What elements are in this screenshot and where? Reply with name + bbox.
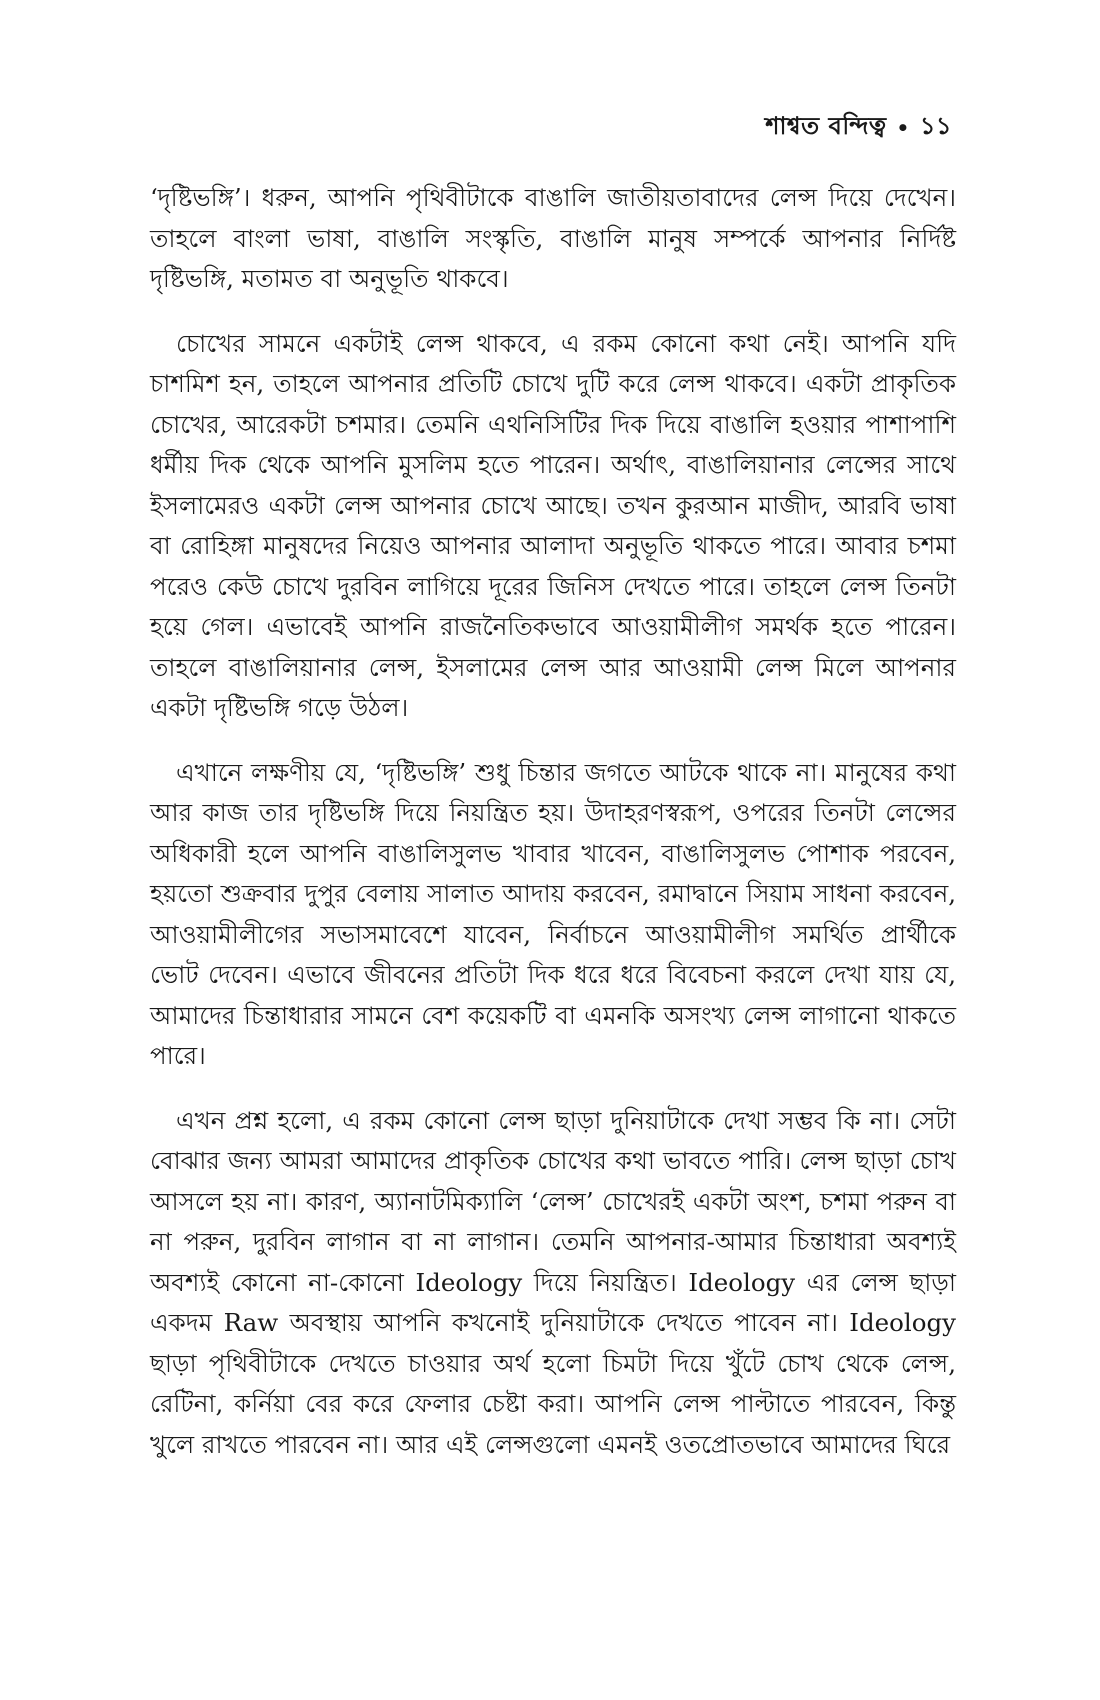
paragraph-3: এখানে লক্ষণীয় যে, ‘দৃষ্টিভঙ্গি’ শুধু চিন্তার জগতে আটকে থাকে না। মানুষের কথা আর কাজ তার দৃষ্টিভঙ্গি দিয়ে নিয়ন্ত্রিত হয়। উদাহরণস্বরূপ, ওপরের তিনটা লেন্সের অধিকারী হলে আপনি বাঙালিসুলভ খাবার খাবেন, বাঙালিসুলভ পোশাক পরবেন, হয়তো শুক্রবার দুপুর বেলায় সালাত আদায় করবেন, রমাদ্বানে সিয়াম সাধনা করবেন, আওয়ামীলীগের সভাসমাবেশে যাবেন, নির্বাচনে আওয়ামীলীগ সমর্থিত প্রার্থীকে ভোট দেবেন। এভাবে জীবনের প্রতিটা দিক ধরে ধরে বিবেচনা করলে দেখা যায় যে, আমাদের চিন্তাধারার সামনে বেশ কয়েকটি বা এমনকি অসংখ্য লেন্স লাগানো থাকতে পারে। [150,757,956,1070]
running-header [765,108,952,148]
header-separator: • [896,115,910,140]
page-number: ১১ [919,111,952,140]
paragraph-1: ‘দৃষ্টিভঙ্গি’। ধরুন, আপনি পৃথিবীটাকে বাঙালি জাতীয়তাবাদের লেন্স দিয়ে দেখেন। তাহলে বাংলা ভাষা, বাঙালি সংস্কৃতি, বাঙালি মানুষ সম্পর্কে আপনার নির্দিষ্ট দৃষ্টিভঙ্গি, মতামত বা অনুভূতি থাকবে। [150,183,956,293]
header-title: শাশ্বত বন্দিত্ব [765,111,887,140]
paragraph-2: চোখের সামনে একটাই লেন্স থাকবে, এ রকম কোনো কথা নেই। আপনি যদি চাশমিশ হন, তাহলে আপনার প্রতিটি চোখে দুটি করে লেন্স থাকবে। একটা প্রাকৃতিক চোখের, আরেকটা চশমার। তেমনি এথনিসিটির দিক দিয়ে বাঙালি হওয়ার পাশাপাশি ধর্মীয় দিক থেকে আপনি মুসলিম হতে পারেন। অর্থাৎ, বাঙালিয়ানার লেন্সের সাথে ইসলামেরও একটা লেন্স আপনার চোখে আছে। তখন কুরআন মাজীদ, আরবি ভাষা বা রোহিঙ্গা মানুষদের নিয়েও আপনার আলাদা অনুভূতি থাকতে পারে। আবার চশমা পরেও কেউ চোখে দুরবিন লাগিয়ে দূরের জিনিস দেখতে পারে। তাহলে লেন্স তিনটা হয়ে গেল। এভাবেই আপনি রাজনৈতিকভাবে আওয়ামীলীগ সমর্থক হতে পারেন। তাহলে বাঙালিয়ানার লেন্স, ইসলামের লেন্স আর আওয়ামী লেন্স মিলে আপনার একটা দৃষ্টিভঙ্গি গড়ে উঠল। [150,328,956,722]
body-text [150,178,956,1489]
paragraph-4: এখন প্রশ্ন হলো, এ রকম কোনো লেন্স ছাড়া দুনিয়াটাকে দেখা সম্ভব কি না। সেটা বোঝার জন্য আমরা আমাদের প্রাকৃতিক চোখের কথা ভাবতে পারি। লেন্স ছাড়া চোখ আসলে হয় না। কারণ, অ্যানাটমিক্যালি ‘লেন্স’ চোখেরই একটা অংশ, চশমা পরুন বা না পরুন, দুরবিন লাগান বা না লাগান। তেমনি আপনার-আমার চিন্তাধারা অবশ্যই অবশ্যই কোনো না-কোনো Ideology দিয়ে নিয়ন্ত্রিত। Ideology এর লেন্স ছাড়া একদম Raw অবস্থায় আপনি কখনোই দুনিয়াটাকে দেখতে পাবেন না। Ideology ছাড়া পৃথিবীটাকে দেখতে চাওয়ার অর্থ হলো চিমটা দিয়ে খুঁটে চোখ থেকে লেন্স, রেটিনা, কর্নিয়া বের করে ফেলার চেষ্টা করা। আপনি লেন্স পাল্টাতে পারবেন, কিন্তু খুলে রাখতে পারবেন না। আর এই লেন্সগুলো এমনই ওতপ্রোতভাবে আমাদের ঘিরে [150,1105,956,1459]
